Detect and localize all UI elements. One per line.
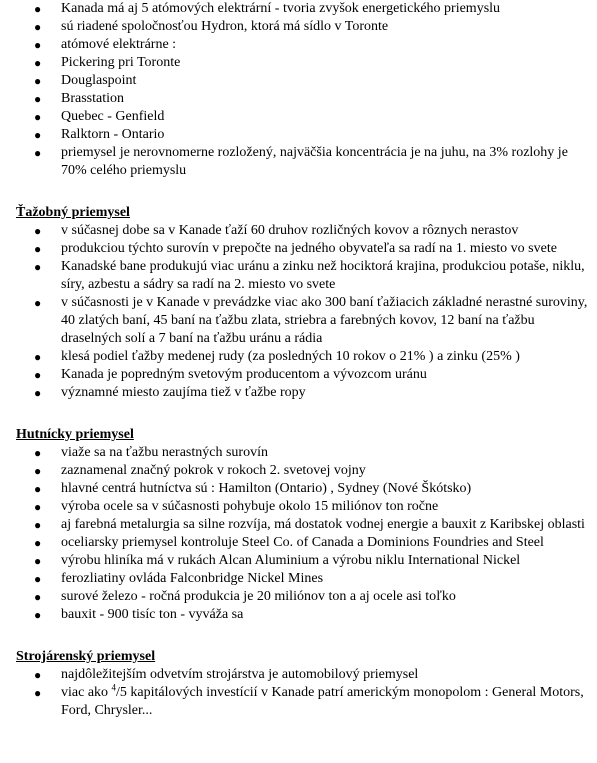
- list-item: ● klesá podiel ťažby medenej rudy (za posledných 10 rokov o 21% ) a zinku (25% ): [34, 349, 520, 364]
- list-item: ● surové železo - ročná produkcia je 20 miliónov ton a aj ocele asi toľko: [34, 589, 456, 604]
- list-item: ● výroba ocele sa v súčasnosti pohybuje okolo 15 miliónov ton ročne: [34, 499, 439, 514]
- list-item: ● Pickering pri Toronte: [34, 55, 181, 70]
- list-item: ● v súčasnej dobe sa v Kanade ťaží 60 druhov rozličných kovov a rôznych nerastov: [34, 223, 519, 238]
- list-item: ● Ralktorn - Ontario: [34, 127, 165, 142]
- bullet-icon: ●: [34, 38, 42, 52]
- list-item: ● najdôležitejším odvetvím strojárstva je automobilový priemysel: [34, 667, 419, 682]
- bullet-icon: ●: [34, 386, 42, 400]
- bullet-icon: ●: [34, 608, 42, 622]
- bullet-icon: ●: [34, 350, 42, 364]
- fraction-numerator: 4: [111, 682, 117, 693]
- section-heading-tazobny: Ťažobný priemysel: [16, 205, 130, 220]
- bullet-icon: ●: [34, 368, 42, 382]
- list-item: ● Douglaspoint: [34, 73, 137, 88]
- bullet-icon: ●: [34, 146, 42, 160]
- hutnicky-list: [0, 444, 597, 624]
- fraction-denominator: /5: [116, 685, 127, 700]
- list-item: ● produkciou týchto surovín v prepočte na jedného obyvateľa sa radí na 1. miesto vo svete: [34, 241, 557, 256]
- section-heading-hutnicky: Hutnícky priemysel: [16, 427, 134, 442]
- bullet-icon: ●: [34, 590, 42, 604]
- list-item: ● Quebec - Genfield: [34, 109, 165, 124]
- bullet-icon: ●: [34, 74, 42, 88]
- list-item: ● sú riadené spoločnosťou Hydron, ktorá má sídlo v Toronte: [34, 19, 389, 34]
- list-item: ● aj farebná metalurgia sa silne rozvíja, má dostatok vodnej energie a bauxit z Karibskej oblasti: [34, 517, 585, 532]
- bullet-icon: ●: [34, 536, 42, 550]
- bullet-icon: ●: [34, 110, 42, 124]
- list-item: ● v súčasnosti je v Kanade v prevádzke viac ako 300 baní ťažiacich základné nerastné suroviny, 40 zlatých baní, 45 baní na ťažbu zlata, striebra a farebných kovov, 12 baní na ťažbu draselných solí a 7 baní na ťažbu uránu a rádia: [34, 295, 588, 346]
- bullet-icon: ●: [34, 482, 42, 496]
- bullet-icon: ●: [34, 464, 42, 478]
- bullet-icon: ●: [34, 2, 42, 16]
- bullet-icon: ●: [34, 668, 42, 682]
- bullet-icon: ●: [34, 224, 42, 238]
- bullet-icon: ●: [34, 128, 42, 142]
- bullet-icon: ●: [34, 56, 42, 70]
- bullet-icon: ●: [34, 500, 42, 514]
- bullet-icon: ●: [34, 686, 42, 700]
- list-item: [0, 684, 597, 720]
- bullet-icon: ●: [34, 260, 42, 274]
- list-item: ● hlavné centrá hutníctva sú : Hamilton (Ontario) , Sydney (Nové Škótsko): [34, 481, 472, 496]
- list-item: ● oceliarsky priemysel kontroluje Steel Co. of Canada a Dominions Foundries and Steel: [34, 535, 544, 550]
- tazobny-list: [0, 222, 597, 402]
- intro-list: [0, 0, 597, 180]
- list-item: ● Kanadské bane produkujú viac uránu a zinku než hociktorá krajina, produkciou potaše, niklu, síry, azbestu a sádry sa radí na 2. miesto vo svete: [34, 259, 585, 292]
- bullet-icon: ●: [34, 446, 42, 460]
- list-item: ● ferozliatiny ovláda Falconbridge Nickel Mines: [34, 571, 324, 586]
- list-item: ● Kanada má aj 5 atómových elektrární - tvoria zvyšok energetického priemyslu: [34, 1, 501, 16]
- list-item: ● bauxit - 900 tisíc ton - vyváža sa: [34, 607, 244, 622]
- bullet-icon: ●: [34, 92, 42, 106]
- bullet-icon: ●: [34, 20, 42, 34]
- list-item: ● významné miesto zaujíma tiež v ťažbe ropy: [34, 385, 306, 400]
- list-item: ● výrobu hliníka má v rukách Alcan Aluminium a výrobu niklu International Nickel: [34, 553, 521, 568]
- bullet-icon: ●: [34, 518, 42, 532]
- bullet-icon: ●: [34, 242, 42, 256]
- list-item: ● viaže sa na ťažbu nerastných surovín: [34, 445, 268, 460]
- bullet-icon: ●: [34, 554, 42, 568]
- bullet-icon: ●: [34, 572, 42, 586]
- list-item: ● Brasstation: [34, 91, 124, 106]
- list-item: ● Kanada je popredným svetovým producentom a vývozcom uránu: [34, 367, 427, 382]
- bullet-icon: ●: [34, 296, 42, 310]
- section-heading-strojarensky: Strojárenský priemysel: [16, 649, 156, 664]
- fraction-prefix: viac ako: [61, 685, 112, 700]
- list-item: ● atómové elektrárne :: [34, 37, 177, 52]
- fraction-suffix: kapitálových investícií v Kanade patrí americkým monopolom : General Motors, Ford, Chrysler...: [61, 685, 584, 718]
- strojarensky-list: [0, 666, 597, 720]
- list-item: ● zaznamenal značný pokrok v rokoch 2. svetovej vojny: [34, 463, 366, 478]
- list-item: ● priemysel je nerovnomerne rozložený, najväčšia koncentrácia je na juhu, na 3% rozlohy je 70% celého priemyslu: [34, 145, 568, 178]
